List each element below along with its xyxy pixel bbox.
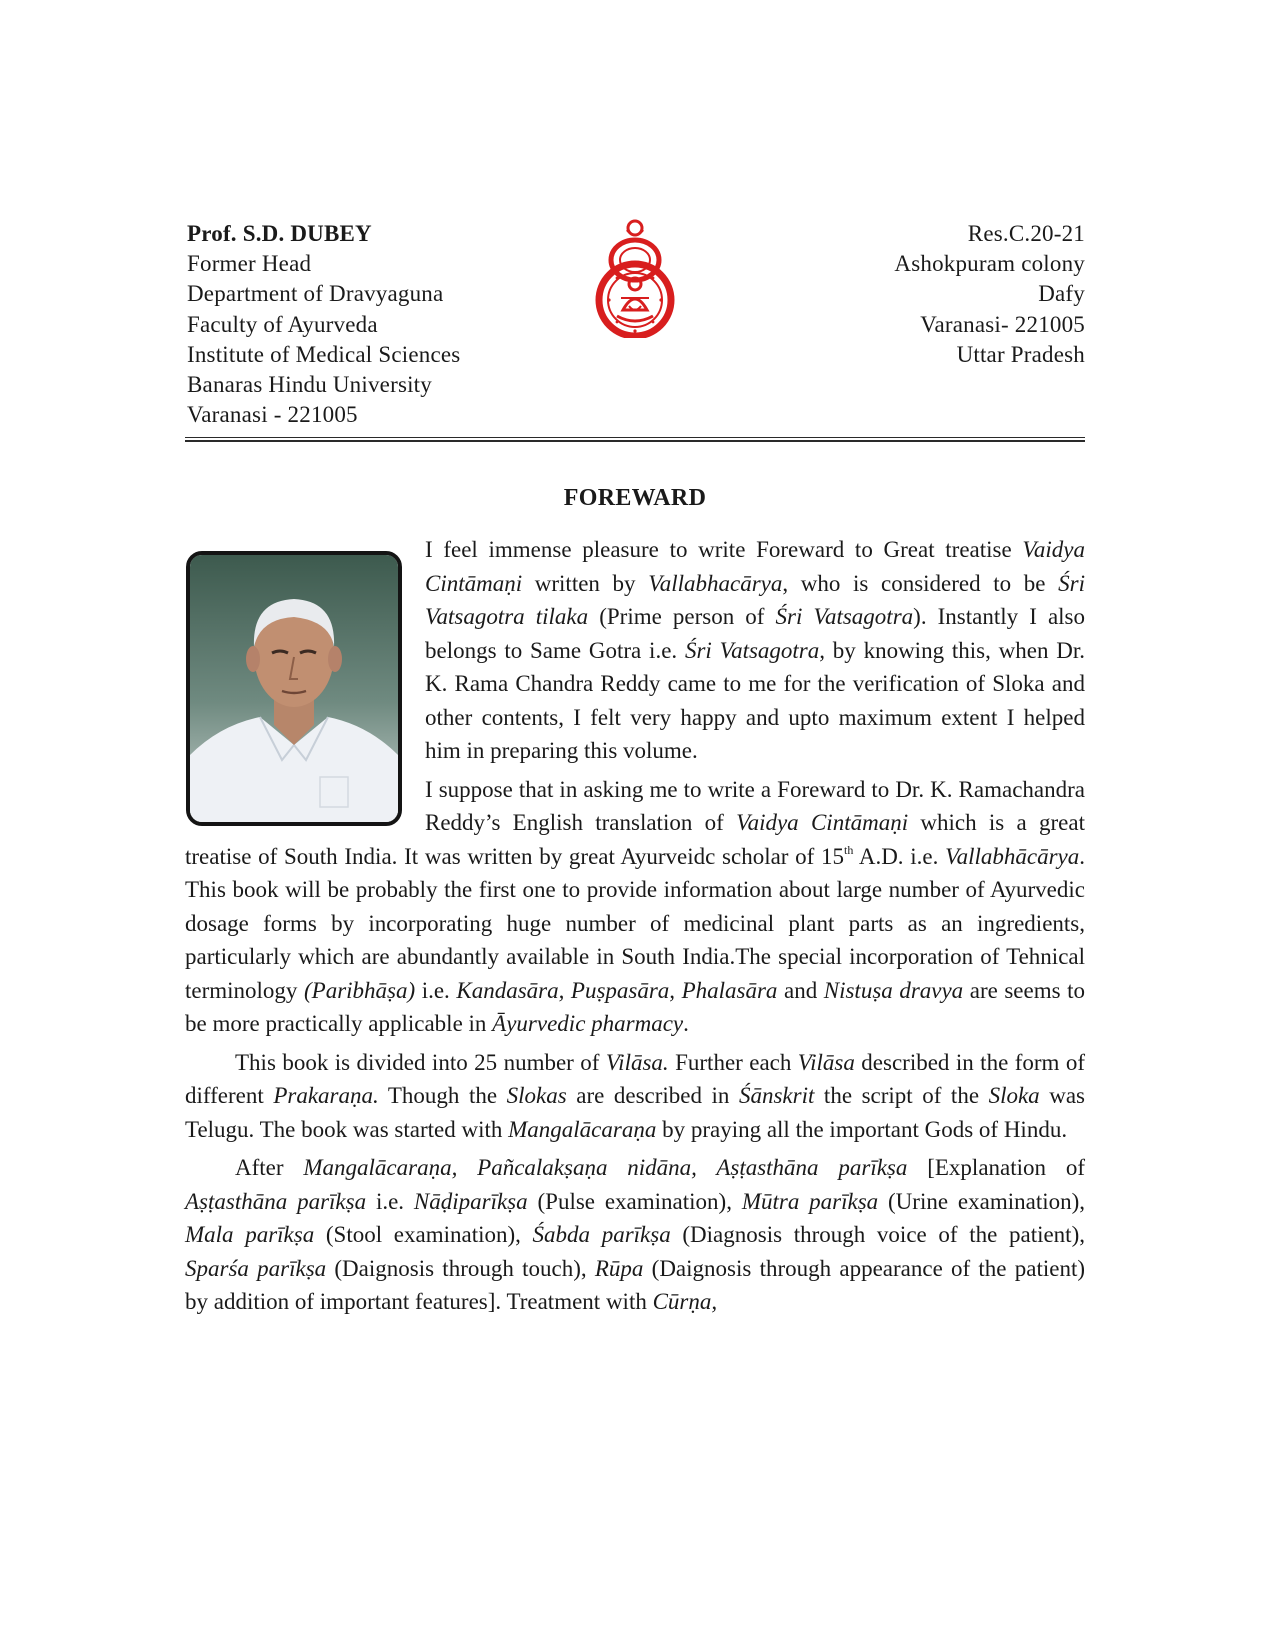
superscript: th (844, 842, 854, 857)
italic-term: Mūtra parīkṣa (741, 1188, 879, 1214)
paragraph-3 (185, 1046, 1085, 1147)
text-run: ). Instantly I also belongs to Same Gotra i.e. (425, 604, 1086, 663)
seal-graphic (587, 218, 683, 338)
letterhead-divider (185, 437, 1085, 442)
text-run: I suppose that in asking me to write a Foreward to Dr. K. Ramachandra Reddy’s English translation of (425, 776, 1085, 835)
address-line: Varanasi - 221005 (187, 402, 358, 428)
italic-term: Cūrṇa, (652, 1289, 718, 1314)
text-run: (Diagnosis through voice of the patient), (670, 1222, 1085, 1247)
text-run: (Daignosis through appearance of the patient) by addition of important features]. Treatment with (185, 1255, 1086, 1314)
residence-line: Res.C.20-21 (967, 221, 1085, 246)
text-run: Further each (668, 1049, 798, 1075)
text-run: are seems to be more practically applicable in (185, 977, 1085, 1036)
text-run: (Daignosis through touch), (326, 1255, 595, 1281)
italic-term: Sparśa parīkṣa (185, 1255, 327, 1281)
divider-thick-line (185, 440, 1085, 442)
paragraph-4 (185, 1151, 1085, 1319)
italic-term: Mala parīkṣa (185, 1222, 315, 1247)
italic-term: Aṣṭasthāna parīkṣa (185, 1188, 367, 1214)
text-run: (Prime person of (588, 604, 776, 629)
text-run: (Stool examination), (314, 1222, 533, 1247)
foreword-body (185, 533, 1085, 1324)
text-run: the script of the (814, 1083, 989, 1108)
author-name: Prof. S.D. DUBEY (187, 221, 372, 246)
italic-term: Vaidya Cintāmaṇi (425, 537, 1085, 596)
text-run: i.e. (415, 977, 457, 1003)
text-run: I feel immense pleasure to write Foreward to Great treatise (425, 537, 1023, 562)
address-line: Former Head (187, 251, 312, 277)
residence-line: Uttar Pradesh (956, 341, 1085, 367)
italic-term: Nāḍiparīkṣa (413, 1188, 528, 1214)
italic-term: Vallabhacārya (648, 570, 783, 596)
text-run: by knowing this, when Dr. K. Rama Chandra Reddy came to me for the verification of Sloka and other contents, I felt very happy and upto maximum extent I helped him in preparing this volume. (425, 637, 1085, 763)
italic-term: Rūpa (594, 1255, 644, 1281)
banaras-hindu-university-seal-icon (587, 218, 683, 338)
letterhead-right (745, 219, 1085, 370)
italic-term: Prakaraṇa. (273, 1083, 379, 1108)
italic-term: Vilāsa. (605, 1049, 669, 1075)
text-run: (Pulse examination), (527, 1188, 742, 1214)
address-line: Department of Dravyaguna (187, 281, 444, 307)
italic-term: Nistuṣa dravya (823, 977, 964, 1003)
divider-thin-line (185, 437, 1085, 438)
address-line: Faculty of Ayurveda (187, 311, 378, 337)
text-run: After (235, 1155, 304, 1180)
text-run: i.e. (366, 1188, 414, 1214)
text-run: which is a great treatise of South India. It was written by great Ayurveidc scholar of 15 (185, 810, 1085, 869)
italic-term: Mangalācaraṇa (508, 1116, 657, 1142)
text-run: and (777, 977, 824, 1003)
text-run: . This book will be probably the first one to provide information about large number of Ayurvedic dosage forms by incorporating huge number of medicinal plant parts as an ingredients, particularly which are abundantly available in South India.The special incorporation of Tehnical terminology (185, 843, 1085, 1003)
page-title: FOREWARD (563, 485, 707, 511)
text-run: written by (522, 570, 649, 596)
text-run: (Urine examination), (878, 1188, 1086, 1214)
photo-space (185, 533, 425, 825)
italic-term: Śabda parīkṣa (532, 1222, 671, 1247)
residence-line: Ashokpuram colony (894, 251, 1085, 277)
italic-term: Kandasāra, Puṣpasāra, Phalasāra (456, 977, 778, 1003)
italic-term: (Paribhāṣa) (303, 977, 416, 1003)
letterhead-left (187, 219, 567, 430)
text-run: A.D. i.e. (853, 843, 946, 869)
italic-term: Sloka (988, 1083, 1040, 1108)
text-run: This book is divided into 25 number of (235, 1049, 606, 1075)
address-line: Banaras Hindu University (187, 372, 432, 398)
residence-line: Varanasi- 221005 (920, 311, 1085, 337)
italic-term: Āyurvedic pharmacy (492, 1011, 684, 1036)
text-run: . (683, 1011, 689, 1036)
text-run: Though the (378, 1083, 507, 1108)
text-run: [Explanation of (907, 1155, 1085, 1180)
italic-term: Vallabhācārya (945, 843, 1080, 869)
address-line: Institute of Medical Sciences (187, 341, 461, 367)
italic-term: Śri Vatsagotra tilaka (425, 570, 1085, 629)
text-run: by praying all the important Gods of Hindu. (656, 1116, 1068, 1142)
text-run: described in the form of different (185, 1049, 1085, 1108)
italic-term: Vilāsa (797, 1049, 855, 1075)
text-run: are described in (566, 1083, 739, 1108)
text-run: was Telugu. The book was started with (185, 1083, 1086, 1142)
italic-term: Śri Vatsagotra (775, 604, 914, 629)
residence-line: Dafy (1038, 281, 1085, 307)
italic-term: Śānskrit (738, 1083, 815, 1108)
italic-term: Śri Vatsagotra, (684, 637, 825, 663)
italic-term: Slokas (506, 1083, 567, 1108)
italic-term: Mangalācaraṇa, Pañcalakṣaṇa nidāna, Aṣṭasthāna parīkṣa (303, 1155, 908, 1180)
text-run: , who is considered to be (782, 570, 1059, 596)
italic-term: Vaidya Cintāmaṇi (736, 810, 909, 835)
